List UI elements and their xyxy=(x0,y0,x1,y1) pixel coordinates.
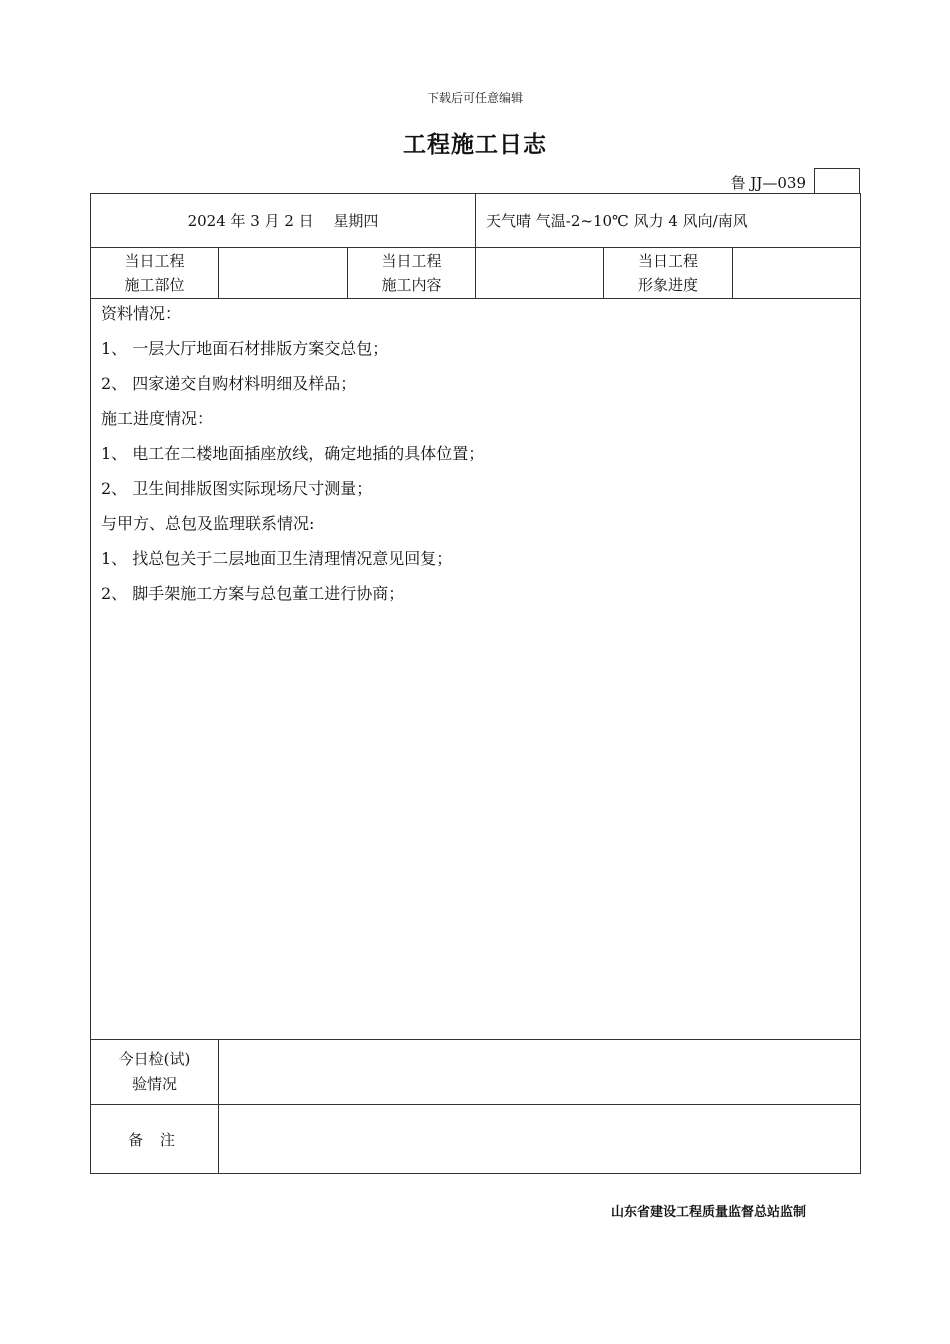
issuer-footer: 山东省建设工程质量监督总站监制 xyxy=(610,1205,806,1220)
inspection-label xyxy=(91,1040,219,1105)
work-info-row xyxy=(91,248,861,299)
content-line: 1、 找总包关于二层地面卫生清理情况意见回复； xyxy=(101,549,453,568)
content-line: 资料情况： xyxy=(101,304,182,323)
remark-value[interactable] xyxy=(219,1105,861,1174)
log-content xyxy=(91,299,861,1040)
label-line: 当日工程 xyxy=(124,252,185,270)
label-line: 验情况 xyxy=(131,1075,177,1093)
content-line: 施工进度情况： xyxy=(101,409,214,428)
inspection-row xyxy=(91,1040,861,1105)
label-line: 施工部位 xyxy=(124,276,185,294)
remark-label: 备 注 xyxy=(91,1105,219,1174)
content-line: 2、 脚手架施工方案与总包董工进行协商； xyxy=(101,584,405,603)
construction-location-value[interactable] xyxy=(219,248,348,299)
weather-cell: 天气晴 气温-2~10℃ 风力 4 风向/南风 xyxy=(476,194,861,248)
label-line: 施工内容 xyxy=(381,276,442,294)
progress-value[interactable] xyxy=(733,248,861,299)
progress-label xyxy=(604,248,733,299)
content-line: 2、 卫生间排版图实际现场尺寸测量； xyxy=(101,479,373,498)
remark-row xyxy=(91,1105,861,1174)
date-cell: 2024 年 3 月 2 日 星期四 xyxy=(91,194,476,248)
construction-location-label xyxy=(91,248,219,299)
construction-content-value[interactable] xyxy=(476,248,604,299)
content-line: 2、 四家递交自购材料明细及样品； xyxy=(101,374,357,393)
page-title: 工程施工日志 xyxy=(403,132,547,158)
log-table xyxy=(90,193,861,1174)
label-line: 今日检(试) xyxy=(118,1050,191,1068)
label-line: 当日工程 xyxy=(638,252,699,270)
content-line: 与甲方、总包及监理联系情况: xyxy=(101,514,315,533)
label-line: 形象进度 xyxy=(638,276,699,294)
form-number-box[interactable] xyxy=(814,168,860,194)
date-weather-row xyxy=(91,194,861,248)
label-line: 当日工程 xyxy=(381,252,442,270)
content-line: 1、 电工在二楼地面插座放线，确定地插的具体位置； xyxy=(101,444,485,463)
header-note: 下载后可任意编辑 xyxy=(426,91,523,105)
inspection-value[interactable] xyxy=(219,1040,861,1105)
content-line: 1、 一层大厅地面石材排版方案交总包； xyxy=(101,339,389,358)
content-row xyxy=(91,299,861,1040)
construction-content-label xyxy=(348,248,476,299)
form-code: 鲁 JJ—039 xyxy=(730,174,806,192)
form-code-row xyxy=(90,168,860,194)
